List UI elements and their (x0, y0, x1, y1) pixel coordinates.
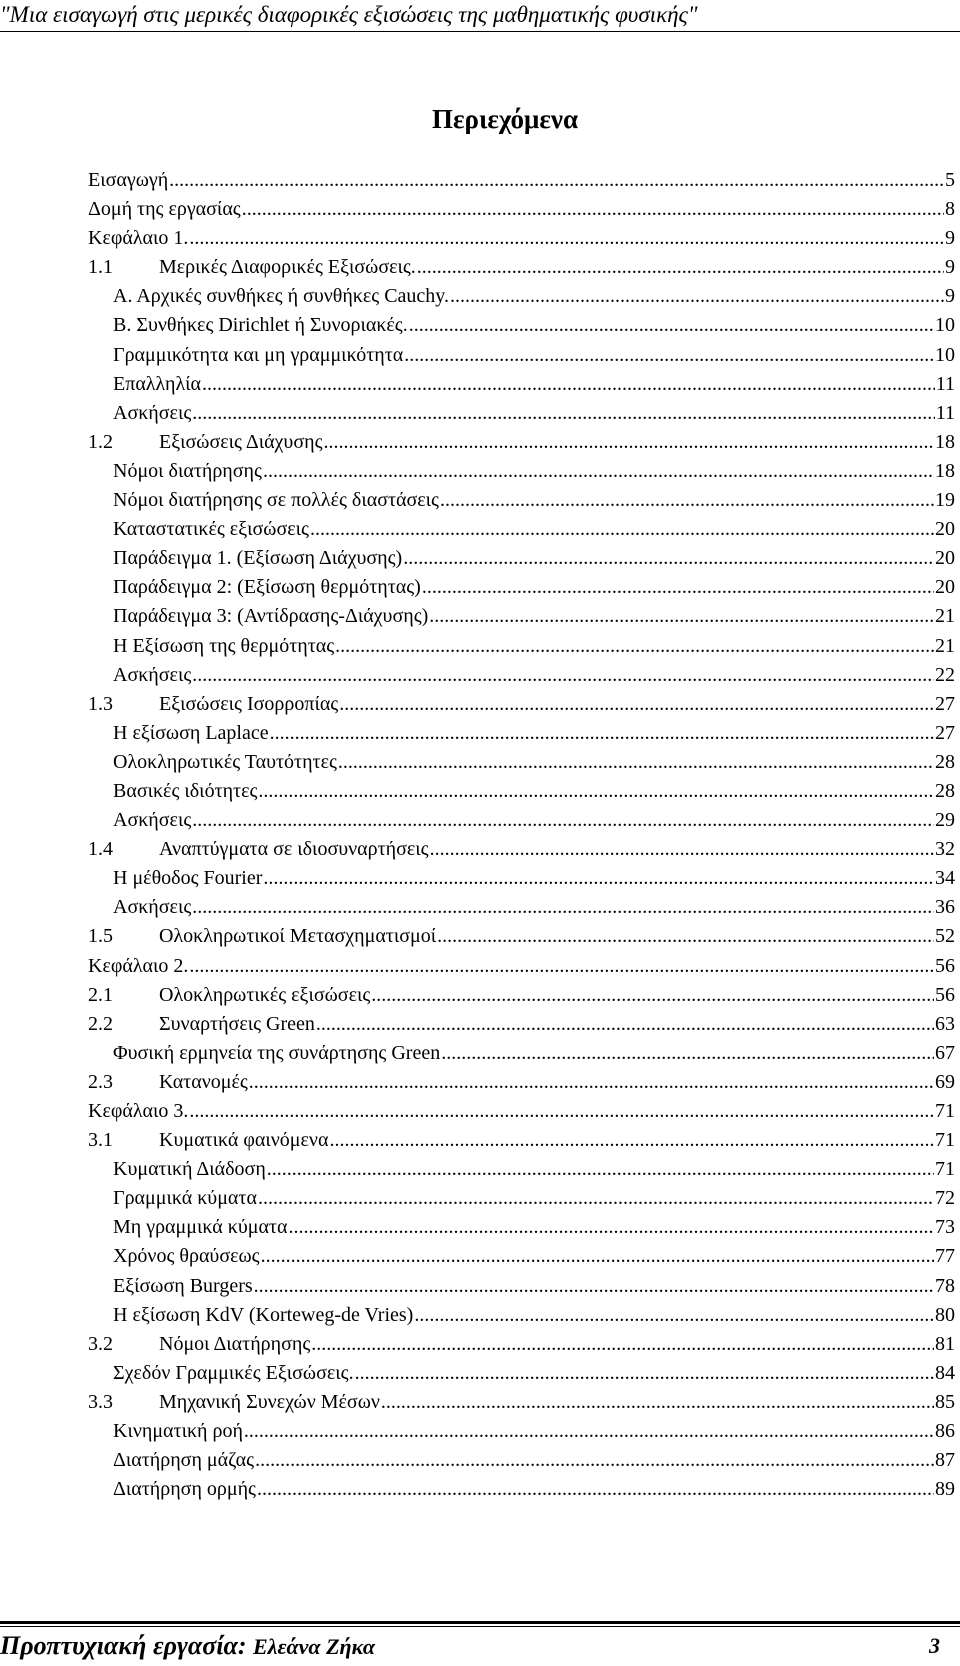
toc-dot-leader (192, 809, 934, 832)
toc-entry-page: 20 (935, 547, 955, 570)
toc-entry-label: Καταστατικές εξισώσεις (113, 518, 309, 541)
toc-entry-page: 87 (935, 1449, 955, 1472)
toc-dot-leader (254, 1275, 934, 1298)
toc-dot-leader (429, 605, 934, 628)
toc-dot-leader (258, 780, 934, 803)
toc-entry-page: 52 (935, 925, 955, 948)
toc-entry[interactable] (88, 1071, 955, 1100)
toc-entry[interactable] (88, 664, 955, 693)
toc-entry-page: 5 (945, 169, 955, 191)
toc-entry[interactable] (88, 867, 955, 896)
toc-entry[interactable] (88, 896, 955, 925)
toc-entry-page: 69 (935, 1070, 955, 1093)
toc-dot-leader (417, 256, 944, 279)
toc-entry[interactable] (88, 285, 955, 314)
toc-entry-label: Εξισώσεις Διάχυσης (159, 430, 323, 453)
toc-entry-label: Παράδειγμα 1. (Εξίσωση Διάχυσης) (113, 547, 403, 570)
toc-entry[interactable] (88, 314, 955, 343)
toc-entry-label: Σχεδόν Γραμμικές Εξισώσεις. (113, 1361, 354, 1384)
toc-entry-label: Ολοκληρωτικές εξισώσεις (159, 983, 371, 1006)
footer-divider-thick (0, 1621, 960, 1624)
toc-entry-label: Ολοκληρωτικοί Μετασχηματισμοί (159, 925, 437, 948)
toc-entry[interactable] (88, 605, 955, 634)
toc-entry-label: Εξισώσεις Ισορροπίας (159, 692, 339, 715)
toc-entry-page: 27 (935, 721, 955, 744)
toc-entry-page: 19 (935, 489, 955, 512)
toc-entry-label: Αναπτύγματα σε ιδιοσυναρτήσεις (159, 838, 429, 861)
toc-dot-leader (310, 518, 934, 541)
toc-entry-label: Κεφάλαιο 2. (88, 954, 189, 977)
toc-dot-leader (189, 227, 944, 250)
toc-entry-page: 21 (935, 605, 955, 628)
toc-dot-leader (189, 1100, 934, 1123)
toc-entry[interactable] (88, 1304, 955, 1333)
toc-entry-label: Μηχανική Συνεχών Μέσων (159, 1390, 380, 1413)
toc-dot-leader (267, 1158, 934, 1181)
toc-entry[interactable] (88, 1449, 955, 1478)
toc-entry-label: Συναρτήσεις Green (159, 1012, 315, 1035)
toc-dot-leader (339, 693, 934, 716)
toc-entry-label: Εισαγωγή (88, 169, 169, 191)
toc-entry-label: Β. Συνθήκες Dirichlet ή Συνοριακές. (113, 314, 408, 337)
toc-entry[interactable] (88, 1362, 955, 1391)
toc-entry[interactable] (88, 256, 955, 285)
toc-entry[interactable] (88, 576, 955, 605)
toc-dot-leader (192, 896, 934, 919)
toc-entry-page: 63 (935, 1012, 955, 1035)
footer-author: Ελεάνα Ζήκα (253, 1634, 375, 1659)
toc-entry-page: 56 (935, 954, 955, 977)
toc-entry-page: 20 (935, 518, 955, 541)
toc-entry[interactable] (88, 518, 955, 547)
toc-dot-leader (311, 1333, 934, 1356)
toc-entry-number: 1.2 (88, 430, 113, 453)
toc-entry-label: Κυματική Διάδοση (113, 1158, 266, 1181)
toc-entry-number: 3.3 (88, 1390, 113, 1413)
toc-entry-label: Η εξίσωση KdV (Korteweg-de Vries) (113, 1303, 414, 1326)
toc-entry[interactable] (88, 1187, 955, 1216)
toc-dot-leader (324, 431, 935, 454)
table-of-contents (88, 169, 955, 1507)
toc-entry-page: 28 (935, 750, 955, 773)
toc-entry-label: Γραμμικότητα και μη γραμμικότητα (113, 343, 404, 366)
toc-dot-leader (169, 169, 944, 192)
toc-entry-label: Διατήρηση ορμής (113, 1478, 256, 1501)
toc-entry[interactable] (88, 780, 955, 809)
toc-entry-number: 2.1 (88, 983, 113, 1006)
toc-dot-leader (192, 402, 934, 425)
toc-dot-leader (338, 751, 934, 774)
toc-entry-label: Γραμμικά κύματα (113, 1187, 257, 1210)
toc-dot-leader (192, 664, 934, 687)
toc-entry[interactable] (88, 1420, 955, 1449)
toc-entry-number: 3.1 (88, 1129, 113, 1152)
toc-entry-page: 32 (935, 838, 955, 861)
toc-entry-page: 71 (935, 1100, 955, 1122)
toc-entry-label: Βασικές ιδιότητες (113, 779, 258, 802)
toc-entry[interactable] (88, 838, 955, 867)
page-header (0, 0, 960, 34)
toc-entry[interactable] (88, 431, 955, 460)
toc-entry-number: 2.2 (88, 1012, 113, 1035)
toc-entry-label: Διατήρηση μάζας (113, 1449, 255, 1472)
toc-entry-label: Ασκήσεις (113, 663, 192, 686)
toc-entry[interactable] (88, 1042, 955, 1071)
toc-entry-page: 22 (935, 663, 955, 686)
toc-entry-page: 27 (935, 692, 955, 715)
toc-entry-page: 18 (935, 430, 955, 453)
toc-dot-leader (244, 1420, 934, 1443)
toc-dot-leader (441, 1042, 934, 1065)
toc-entry-label: Παράδειγμα 2: (Εξίσωση θερμότητας) (113, 576, 421, 599)
toc-entry-page: 18 (935, 459, 955, 482)
toc-entry-number: 1.3 (88, 692, 113, 715)
toc-entry-label: Χρόνος θραύσεως (113, 1245, 260, 1268)
toc-entry-label: Μη γραμμικά κύματα (113, 1216, 288, 1239)
toc-dot-leader (257, 1478, 934, 1501)
toc-entry[interactable] (88, 227, 955, 256)
toc-dot-leader (258, 1187, 934, 1210)
toc-entry-page: 73 (935, 1216, 955, 1239)
toc-entry-label: Νόμοι Διατήρησης (159, 1332, 311, 1355)
toc-entry-label: Νόμοι διατήρησης (113, 459, 262, 482)
toc-entry-label: Κεφάλαιο 1. (88, 227, 189, 250)
toc-entry-page: 77 (935, 1245, 955, 1268)
toc-entry[interactable] (88, 1013, 955, 1042)
toc-entry[interactable] (88, 722, 955, 751)
toc-entry[interactable] (88, 635, 955, 664)
toc-entry-page: 28 (935, 779, 955, 802)
toc-entry-page: 67 (935, 1041, 955, 1064)
toc-dot-leader (261, 1245, 934, 1268)
toc-entry[interactable] (88, 1478, 955, 1507)
toc-entry[interactable] (88, 809, 955, 838)
toc-entry-label: Ασκήσεις (113, 896, 192, 919)
toc-entry-page: 56 (935, 983, 955, 1006)
footer-page-number: 3 (929, 1633, 940, 1658)
toc-entry-number: 1.1 (88, 256, 113, 279)
toc-entry[interactable] (88, 344, 955, 373)
toc-entry-label: Εξίσωση Burgers (113, 1274, 253, 1297)
toc-dot-leader (430, 838, 934, 861)
toc-heading: Περιεχόμενα (431, 104, 579, 134)
toc-entry-page: 8 (945, 198, 955, 221)
toc-entry-page: 9 (945, 256, 955, 279)
toc-entry-number: 2.3 (88, 1070, 113, 1093)
toc-dot-leader (437, 925, 934, 948)
toc-entry-label: Νόμοι διατήρησης σε πολλές διαστάσεις (113, 489, 439, 512)
toc-dot-leader (263, 867, 934, 890)
toc-entry[interactable] (88, 1245, 955, 1274)
toc-entry-label: Ολοκληρωτικές Ταυτότητες (113, 750, 337, 773)
toc-entry-page: 86 (935, 1420, 955, 1443)
toc-dot-leader (202, 373, 935, 396)
toc-entry-label: Η εξίσωση Laplace (113, 721, 269, 744)
header-divider (0, 31, 960, 32)
toc-entry-page: 11 (935, 372, 955, 395)
toc-entry-label: Α. Αρχικές συνθήκες ή συνθήκες Cauchy. (113, 285, 449, 308)
toc-entry[interactable] (88, 1275, 955, 1304)
toc-entry-page: 9 (945, 285, 955, 308)
toc-entry-page: 20 (935, 576, 955, 599)
toc-entry-number: 3.2 (88, 1332, 113, 1355)
toc-entry[interactable] (88, 984, 955, 1013)
toc-entry-page: 9 (945, 227, 955, 250)
toc-entry[interactable] (88, 1216, 955, 1245)
toc-entry[interactable] (88, 955, 955, 984)
toc-entry-label: Δομή της εργασίας (88, 198, 241, 221)
footer-caption (0, 1631, 375, 1661)
toc-entry[interactable] (88, 402, 955, 431)
toc-entry-page: 36 (935, 896, 955, 919)
toc-entry-page: 81 (935, 1332, 955, 1355)
toc-entry-label: Η μέθοδος Fourier (113, 867, 263, 890)
toc-entry-page: 11 (935, 401, 955, 424)
toc-entry-label: Κυματικά φαινόμενα (159, 1129, 329, 1152)
toc-entry-page: 34 (935, 867, 955, 890)
toc-entry[interactable] (88, 373, 955, 402)
toc-entry-page: 29 (935, 809, 955, 832)
toc-entry[interactable] (88, 1100, 955, 1129)
toc-entry-number: 1.4 (88, 838, 113, 861)
toc-dot-leader (270, 722, 934, 745)
toc-entry-page: 71 (935, 1158, 955, 1181)
toc-dot-leader (255, 1449, 934, 1472)
toc-entry[interactable] (88, 460, 955, 489)
toc-entry-page: 85 (935, 1390, 955, 1413)
toc-entry-page: 10 (935, 314, 955, 337)
toc-entry-label: Φυσική ερμηνεία της συνάρτησης Green (113, 1041, 441, 1064)
toc-entry-label: Μερικές Διαφορικές Εξισώσεις. (159, 256, 416, 279)
toc-entry-page: 10 (935, 343, 955, 366)
toc-dot-leader (403, 547, 934, 570)
toc-entry[interactable] (88, 925, 955, 954)
toc-dot-leader (381, 1391, 934, 1414)
footer-prefix: Προπτυχιακή εργασία: (0, 1631, 247, 1660)
toc-dot-leader (440, 489, 934, 512)
toc-entry[interactable] (88, 169, 955, 198)
toc-entry[interactable] (88, 1333, 955, 1362)
toc-dot-leader (404, 344, 934, 367)
toc-entry-label: Ασκήσεις (113, 809, 192, 832)
toc-dot-leader (189, 955, 934, 978)
toc-dot-leader (263, 460, 934, 483)
toc-entry-page: 21 (935, 634, 955, 657)
toc-entry-page: 80 (935, 1303, 955, 1326)
toc-entry-label: Παράδειγμα 3: (Αντίδρασης-Διάχυσης) (113, 605, 429, 628)
toc-entry[interactable] (88, 693, 955, 722)
toc-dot-leader (249, 1071, 934, 1094)
toc-entry-label: Η Εξίσωση της θερμότητας (113, 634, 335, 657)
toc-dot-leader (242, 198, 944, 221)
toc-entry[interactable] (88, 547, 955, 576)
toc-entry[interactable] (88, 489, 955, 518)
toc-entry-page: 72 (935, 1187, 955, 1210)
toc-dot-leader (414, 1304, 934, 1327)
toc-entry[interactable] (88, 198, 955, 227)
footer-divider-thin (0, 1626, 960, 1627)
toc-entry-page: 71 (935, 1129, 955, 1152)
toc-entry[interactable] (88, 1158, 955, 1187)
toc-entry-label: Κατανομές (159, 1070, 248, 1093)
toc-entry[interactable] (88, 751, 955, 780)
toc-dot-leader (329, 1129, 934, 1152)
toc-dot-leader (316, 1013, 934, 1036)
toc-entry-page: 78 (935, 1274, 955, 1297)
toc-dot-leader (288, 1216, 934, 1239)
toc-dot-leader (335, 635, 934, 658)
toc-dot-leader (422, 576, 934, 599)
toc-dot-leader (355, 1362, 934, 1385)
toc-entry-page: 89 (935, 1478, 955, 1501)
toc-entry[interactable] (88, 1391, 955, 1420)
toc-dot-leader (450, 285, 944, 308)
toc-entry-label: Επαλληλία (113, 372, 202, 395)
toc-entry-number: 1.5 (88, 925, 113, 948)
toc-entry-page: 84 (935, 1361, 955, 1384)
toc-dot-leader (371, 984, 934, 1007)
toc-entry-label: Κινηματική ροή (113, 1420, 243, 1443)
document-title: "Μια εισαγωγή στις μερικές διαφορικές εξισώσεις της μαθηματικής φυσικής" (0, 2, 698, 27)
toc-dot-leader (409, 314, 934, 337)
toc-entry-label: Ασκήσεις (113, 401, 192, 424)
toc-entry-label: Κεφάλαιο 3. (88, 1100, 189, 1122)
toc-entry[interactable] (88, 1129, 955, 1158)
